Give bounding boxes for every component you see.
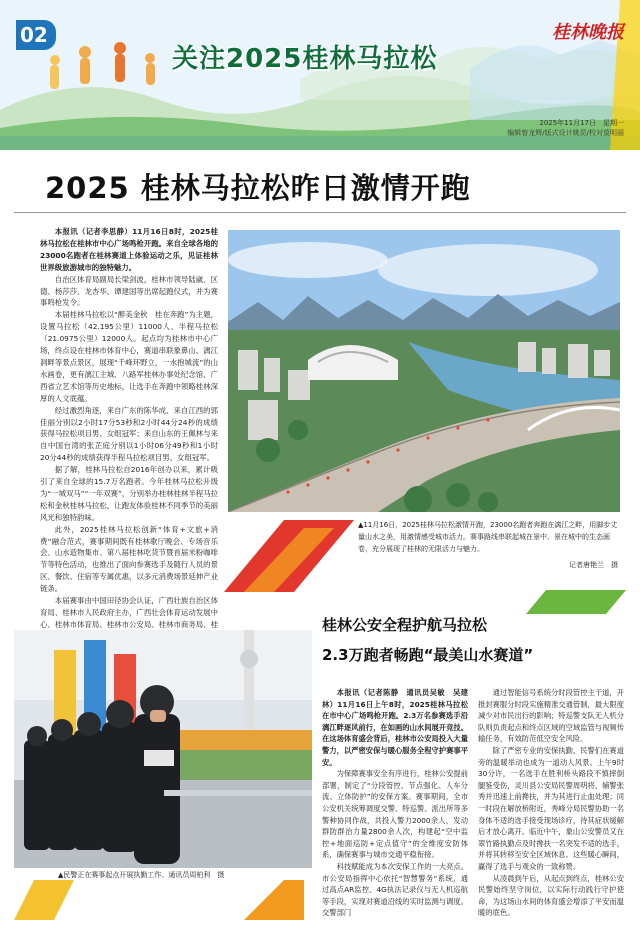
header-banner xyxy=(0,0,640,150)
article1-paragraph: 经过激烈角逐，来自广东的陈华成、来自江西的郭佳丽分别以2小时17分53秒和2小时44分24秒的成绩获得马拉松项目男、女组冠军；来自山东的王佩林与来自中国台湾的张芷庭分别以1小时06分49秒和1小时20分44秒的成绩获得半程马拉松项目男、女组冠军。 xyxy=(40,405,218,463)
article2-paragraph: 科技赋能成为本次安保工作的一大亮点。市公安局指挥中心依托“智慧警务”系统，通过高点AR监控、4G执法记录仪与无人机巡航等手段，实现对赛道沿线的实时监测与调度。交警部门 xyxy=(322,861,468,918)
article2-body-col-b xyxy=(478,687,624,919)
article1-paragraph: 自治区体育局副局长梁剑波，桂林市领导陆崴、区德、杨莎莎、龙杏华、谭建国等出席起跑仪式，并为赛事鸣枪发令。 xyxy=(40,274,218,308)
marathon-aerial-photo xyxy=(228,230,620,512)
caption-decoration xyxy=(224,500,354,592)
aerial-city-image xyxy=(228,230,620,512)
editor-credits: 编辑曾龙辉/版式设计姚昆/校对莫明丽 xyxy=(507,129,624,137)
article2-paragraph: 从凌晨到午后，从起点到终点，桂林公安民警始终坚守岗位，以实际行动践行守护使命，为这场山水间的体育盛会增添了平安而温暖的底色。 xyxy=(478,873,624,918)
photo1-credit: 记者唐艳兰 摄 xyxy=(569,561,618,569)
article2-headline-line1: 桂林公安全程护航马拉松 xyxy=(322,616,488,634)
header-decoration xyxy=(516,590,626,614)
newspaper-logo: 桂林晚报 xyxy=(552,22,624,43)
police-image xyxy=(14,630,312,868)
headline-divider xyxy=(14,212,626,213)
article2-body-col-a xyxy=(322,687,468,919)
article1-body xyxy=(40,226,218,667)
article1-paragraph: 本报讯（记者李思静）11月16日8时，2025桂林马拉松在桂林市中心广场鸣枪开跑。来自全球各地的23000名跑者在桂林赛道上体验运动之乐，见证桂林世界级旅游城市的独特魅力。 xyxy=(40,227,218,272)
photo1-caption: ▲11月16日，2025桂林马拉松激情开跑，23000名跑者奔跑在漓江之畔，用脚步丈量山水之美，用激情感受城市活力。赛事路线串联起城在景中、景在城中的生态画卷，充分展现了桂林的无限活力与魅力。 xyxy=(358,521,618,553)
article1-paragraph: 据了解，桂林马拉松自2016年创办以来，累计吸引了来自全球的15.7万名跑者。今年桂林马拉松升级为“一城双马”“一年双赛”，分别举办桂林桂林半程马拉松和金秋桂林马拉松，让跑友体验桂林不同季节的美丽风光和独特韵味。 xyxy=(40,465,218,522)
section-title: 关注2025桂林马拉松 xyxy=(172,44,438,74)
main-headline: 2025 桂林马拉松昨日激情开跑 xyxy=(45,171,471,205)
article1-paragraph: 本届赛事由中国田径协会认证，广西壮族自治区体育局、桂林市人民政府主办，广西壮会体育运动发展中心、桂林市体育局、桂林市公安局、桂林市商务局、桂 xyxy=(40,596,218,629)
article1-paragraph: 此外，2025桂林马拉松创新“体育+文旅+消费”融合范式，赛事期间既有桂林歌厅晚会、专场音乐会、山水造物集市、第八届桂林吃货节暨首届米粉咖啡节等特色活动，也推出了面向参赛选手及随行人员的景区、餐饮、住宿等专属优惠，以多元消费场景延伸产业链条。 xyxy=(40,524,218,594)
photo2-decoration xyxy=(14,880,304,920)
article2-paragraph: 通过智能信号系统分时段管控主干道，开报封赛服分时段实施精准交通管制，最大限度减少对市民出行的影响；特巡警支队无人机分队则负责起点和终点区域的空域监管与视频传输任务，有效防范低空安全风险。 xyxy=(478,688,624,744)
photo2-caption: ▲民警正在赛事起点开展执勤工作。通讯员周柏利 摄 xyxy=(58,871,225,879)
article2-paragraph: 本报讯（记者陈静 通讯员吴敏 吴建林）11月16日上午8时，2025桂林马拉松在市中心广场鸣枪开跑。2.3万名参赛选手沿漓江畔逐风前行，在如画的山水间展开竞技。在这场体育盛会背后，桂林市公安局投入大量警力，以严密安保与暖心服务全程守护赛事平安。 xyxy=(322,688,468,767)
police-duty-photo xyxy=(14,630,312,868)
article1-paragraph: 本届桂林马拉松以“醉美金秋 桂在奔跑”为主题，设置马拉松（42.195公里）11000人、半程马拉松（21.0975公里）12000人。起点均为桂林市中心广场，终点设在桂林市体育中心，赛道串联象鼻山、漓江洞畔等景点景区，展现“千峰环野立，一水抱城流”的山水画卷，更有漓江主城、八路军桂林办事处纪念馆、广西省立艺术馆等历史地标，让选手在奔跑中领略桂林深厚的人文底蕴。 xyxy=(40,310,218,403)
article2-headline-line2: 2.3万跑者畅跑“最美山水赛道” xyxy=(322,646,534,664)
article2-paragraph: 为保障赛事安全有序进行，桂林公安提前部署，制定了“分段管控、节点强化、人车分流、立体防护”的安保方案。赛事期间，全市公安机关统筹调度交警、特巡警、派出所等多警种协同作战，共投入警力2000余人，发动群防群治力量2800余人次，构建起“空中监控+地面巡防+定点值守”的全维度安防体系，确保赛事与城市交通平稳衔接。 xyxy=(322,769,468,860)
article2-paragraph: 除了严密专业的安保执勤，民警们在赛道旁的温暖举动也成为一道动人风景。上午9时30分许，一名选手在胜利桥头路段不慎摔倒腿鉴受伤，灵川县公安局民警周明将、辅警张秀并迅速上前搀扶，并为其进行止血处理；同一时段在解放桥附近，秀峰分局民警协助一名身体不适的选手接受现场诊疗，待其症状缓解后才放心离开。临近中午，象山公安警员又在翠竹路执勤点及时搀扶一名突发不适的选手，并将其转移至安全区域休息。这些暖心瞬间，赢得了选手与观众的一致称赞。 xyxy=(478,745,624,871)
issue-date: 2025年11月17日 星期一 xyxy=(539,119,624,127)
page-number: 02 xyxy=(16,20,56,50)
